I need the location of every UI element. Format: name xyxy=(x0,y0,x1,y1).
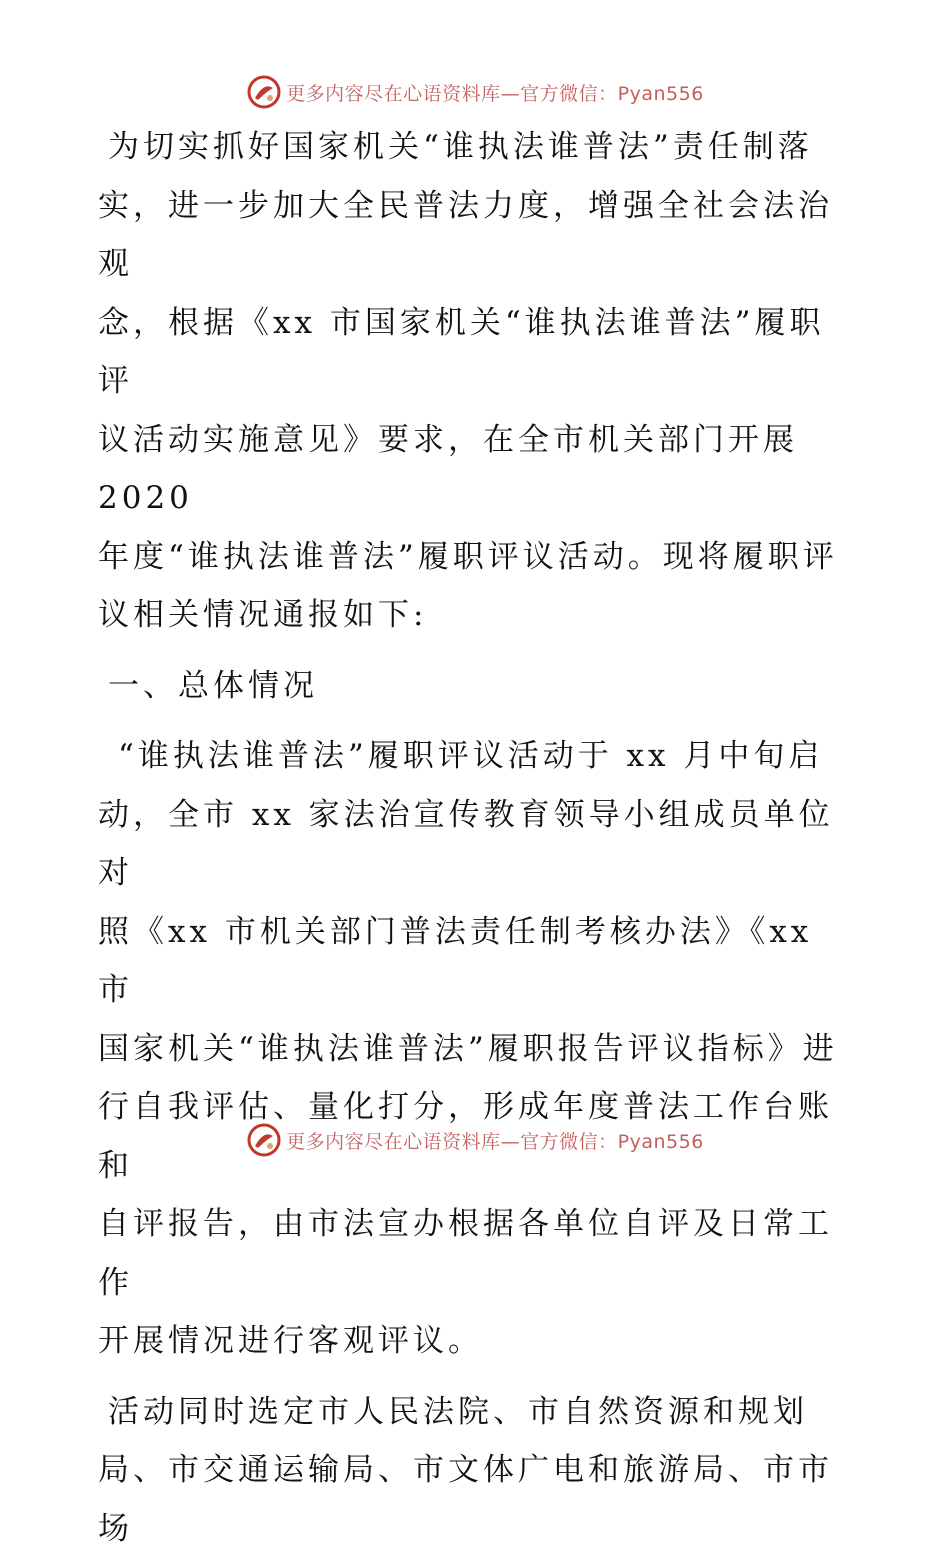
text-line: 局、市交通运输局、市文体广电和旅游局、市市场 xyxy=(98,1452,833,1547)
watermark-text: 更多内容尽在心语资料库—官方微信：Pyan556 xyxy=(286,1130,704,1153)
footer-watermark xyxy=(0,1120,950,1160)
watermark-text: 更多内容尽在心语资料库—官方微信：Pyan556 xyxy=(286,82,704,105)
text-line: 动，全市 xx 家法治宣传教育领导小组成员单位对 xyxy=(98,796,834,891)
text-line: 国家机关“谁执法谁普法”履职报告评议指标》进 xyxy=(98,1030,838,1067)
text-line: 实，进一步加大全民普法力度，增强全社会法治观 xyxy=(98,187,833,282)
text-line: 为切实抓好国家机关“谁执法谁普法”责任制落 xyxy=(108,129,813,165)
logo-icon xyxy=(246,74,282,110)
text-line: 开展情况进行客观评议。 xyxy=(98,1323,483,1359)
header-watermark xyxy=(0,72,950,112)
text-line: 议相关情况通报如下: xyxy=(98,597,428,633)
text-line: 活动同时选定市人民法院、市自然资源和规划 xyxy=(108,1393,808,1430)
logo-icon xyxy=(246,1122,282,1158)
text-line: “谁执法谁普法”履职评议活动于 xx 月中旬启 xyxy=(118,738,824,774)
document-body xyxy=(98,118,858,1558)
text-line: 照《xx 市机关部门普法责任制考核办法》《xx 市 xyxy=(98,913,813,1008)
text-line: 议活动实施意见》要求，在全市机关部门开展 2020 xyxy=(98,421,798,516)
text-line: 自评报告，由市法宣办根据各单位自评及日常工作 xyxy=(98,1206,833,1301)
section-heading: 一、总体情况 xyxy=(108,667,318,704)
text-line: 行自我评估、量化打分，形成年度普法工作台账和 xyxy=(98,1089,833,1184)
text-line: 念，根据《xx 市国家机关“谁执法谁普法”履职评 xyxy=(98,304,825,399)
text-line: 年度“谁执法谁普法”履职评议活动。现将履职评 xyxy=(98,538,838,575)
